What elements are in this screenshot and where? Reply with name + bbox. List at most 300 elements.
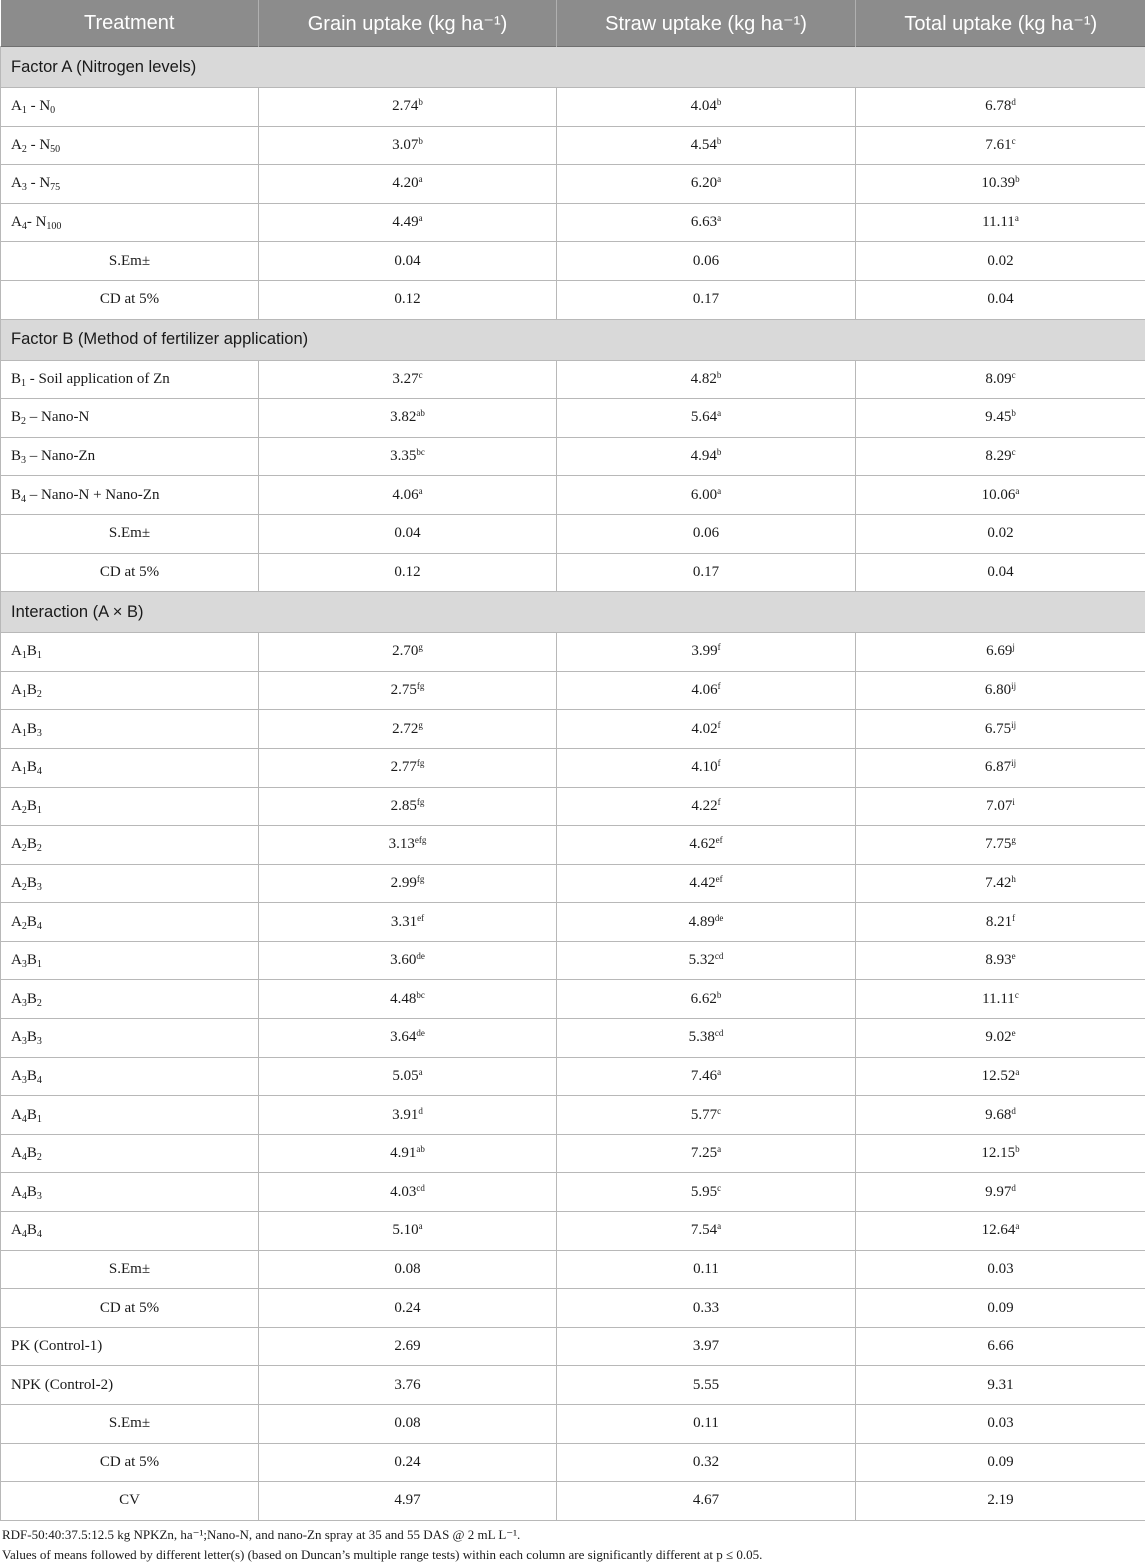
total-uptake-cell [856, 1327, 1145, 1366]
significance-letter: d [1011, 1182, 1016, 1193]
significance-letter: ij [1011, 719, 1017, 730]
straw-uptake-cell [557, 399, 856, 438]
section-row [1, 319, 1145, 360]
straw-uptake-cell [557, 1327, 856, 1366]
label-subscript: 4 [21, 221, 27, 233]
cell-value: 3.13 [388, 836, 415, 853]
cell-value: 10.06 [981, 486, 1016, 503]
significance-letter: f [717, 681, 721, 692]
significance-letter: a [717, 1144, 722, 1155]
significance-letter: a [1014, 213, 1019, 224]
label-mid: – Nano-Zn [26, 448, 96, 465]
significance-letter: f [717, 642, 721, 653]
stat-label: CD at 5% [1, 1443, 259, 1482]
label-mid: B [26, 1145, 37, 1162]
straw-uptake-cell [557, 1443, 856, 1482]
cell-value: 5.38 [688, 1029, 715, 1046]
label-subscript: 3 [21, 1074, 27, 1086]
table-row [1, 1405, 1145, 1444]
label-subscript: 3 [21, 182, 27, 194]
cell-value: 2.74 [392, 98, 419, 115]
cell-value: 0.08 [394, 1415, 421, 1432]
header-grain-uptake: Grain uptake (kg ha⁻¹) [259, 0, 557, 47]
label-mid: B [26, 836, 37, 853]
label-subscript: 0 [50, 105, 56, 117]
cell-value: 0.04 [394, 252, 421, 269]
total-uptake-cell [856, 1289, 1145, 1328]
straw-uptake-cell [557, 980, 856, 1019]
significance-letter: fg [416, 873, 425, 884]
footnote-duncan: Values of means followed by different letter(s) (based on Duncan’s multiple range tests) within each column are significantly different at p ≤ 0.05. [2, 1546, 763, 1562]
treatment-label [1, 399, 259, 438]
significance-letter: c [418, 369, 423, 380]
label-main: B [11, 448, 22, 465]
table-row [1, 126, 1145, 165]
label-subscript: 3 [21, 959, 27, 971]
cell-value: 4.94 [690, 448, 717, 465]
total-uptake-cell [856, 553, 1145, 592]
total-uptake-cell [856, 826, 1145, 865]
significance-letter: f [717, 796, 721, 807]
significance-letter: de [714, 912, 724, 923]
total-uptake-cell [856, 88, 1145, 127]
label-main: A [11, 759, 22, 776]
straw-uptake-cell [557, 671, 856, 710]
total-uptake-cell [856, 360, 1145, 399]
significance-letter: bc [416, 989, 425, 1000]
treatment-label [1, 864, 259, 903]
treatment-label [1, 476, 259, 515]
cell-value: 8.29 [985, 448, 1012, 465]
total-uptake-cell [856, 1250, 1145, 1289]
straw-uptake-cell [557, 787, 856, 826]
table-row [1, 360, 1145, 399]
table-row [1, 748, 1145, 787]
stat-label: S.Em± [1, 242, 259, 281]
cell-value: 3.91 [392, 1106, 419, 1123]
grain-uptake-cell [259, 437, 557, 476]
total-uptake-cell [856, 399, 1145, 438]
table-row [1, 1057, 1145, 1096]
label-subscript: 1 [21, 377, 27, 389]
straw-uptake-cell [557, 553, 856, 592]
significance-letter: f [717, 719, 721, 730]
grain-uptake-cell [259, 126, 557, 165]
header-total-uptake: Total uptake (kg ha⁻¹) [856, 0, 1145, 47]
total-uptake-cell [856, 980, 1145, 1019]
table-row [1, 1134, 1145, 1173]
grain-uptake-cell [259, 88, 557, 127]
label-subscript: 1 [36, 959, 42, 971]
significance-letter: a [418, 1221, 423, 1232]
table-row [1, 1212, 1145, 1251]
straw-uptake-cell [557, 1057, 856, 1096]
treatment-label [1, 1366, 259, 1405]
table-row [1, 1096, 1145, 1135]
total-uptake-cell [856, 1482, 1145, 1521]
cell-value: 2.99 [390, 874, 417, 891]
straw-uptake-cell [557, 242, 856, 281]
total-uptake-cell [856, 1057, 1145, 1096]
cell-value: 6.69 [986, 643, 1013, 660]
straw-uptake-cell [557, 280, 856, 319]
label-main: A [11, 682, 22, 699]
straw-uptake-cell [557, 941, 856, 980]
label-main: NPK (Control-2) [11, 1376, 114, 1393]
grain-uptake-cell [259, 1096, 557, 1135]
grain-uptake-cell [259, 748, 557, 787]
total-uptake-cell [856, 1366, 1145, 1405]
significance-letter: bc [416, 447, 425, 458]
cell-value: 2.77 [390, 759, 417, 776]
grain-uptake-cell [259, 787, 557, 826]
cell-value: 7.46 [690, 1067, 718, 1084]
straw-uptake-cell [557, 903, 856, 942]
cell-value: 6.75 [984, 720, 1012, 737]
label-main: A [11, 990, 22, 1007]
label-subscript: 2 [36, 1152, 42, 1164]
table-row [1, 980, 1145, 1019]
table-row [1, 1327, 1145, 1366]
treatment-label [1, 980, 259, 1019]
significance-letter: b [1015, 174, 1020, 185]
significance-letter: ab [416, 408, 425, 419]
straw-uptake-cell [557, 748, 856, 787]
label-main: B [11, 370, 22, 387]
cell-value: 0.17 [692, 291, 720, 308]
straw-uptake-cell [557, 864, 856, 903]
total-uptake-cell [856, 126, 1145, 165]
treatment-label [1, 1096, 259, 1135]
cell-value: 4.04 [690, 98, 717, 115]
label-mid: B [26, 1106, 37, 1123]
straw-uptake-cell [557, 710, 856, 749]
significance-letter: efg [414, 835, 427, 846]
grain-uptake-cell [259, 476, 557, 515]
significance-letter: fg [416, 681, 425, 692]
grain-uptake-cell [259, 1250, 557, 1289]
grain-uptake-cell [259, 399, 557, 438]
cell-value: 4.49 [392, 214, 419, 231]
straw-uptake-cell [557, 1405, 856, 1444]
label-subscript: 3 [36, 1036, 42, 1048]
total-uptake-cell [856, 748, 1145, 787]
label-subscript: 1 [36, 1113, 42, 1125]
cell-value: 0.06 [692, 252, 720, 269]
cell-value: 6.87 [984, 759, 1012, 776]
section-row [1, 47, 1145, 88]
label-subscript: 2 [36, 997, 42, 1009]
significance-letter: b [1011, 408, 1016, 419]
cell-value: 3.35 [390, 448, 417, 465]
label-subscript: 2 [21, 804, 27, 816]
grain-uptake-cell [259, 1057, 557, 1096]
grain-uptake-cell [259, 903, 557, 942]
grain-uptake-cell [259, 280, 557, 319]
significance-letter: b [418, 97, 423, 108]
treatment-label [1, 1019, 259, 1058]
cell-value: 0.33 [692, 1299, 720, 1316]
significance-letter: b [716, 447, 722, 458]
cell-value: 9.45 [985, 409, 1012, 426]
significance-letter: e [1011, 951, 1016, 962]
significance-letter: d [1011, 97, 1016, 108]
treatment-label [1, 165, 259, 204]
label-subscript: 2 [21, 881, 27, 893]
section-title: Factor A (Nitrogen levels) [1, 47, 1145, 88]
cell-value: 4.48 [390, 990, 417, 1007]
label-subscript: 3 [36, 881, 42, 893]
cell-value: 4.91 [390, 1145, 417, 1162]
cell-value: 0.02 [987, 525, 1014, 542]
cell-value: 4.97 [394, 1492, 421, 1509]
label-main: A [11, 1183, 22, 1200]
total-uptake-cell [856, 1096, 1145, 1135]
straw-uptake-cell [557, 165, 856, 204]
label-main: B [11, 486, 22, 503]
grain-uptake-cell [259, 1405, 557, 1444]
table-row [1, 553, 1145, 592]
section-title: Interaction (A × B) [1, 592, 1145, 633]
grain-uptake-cell [259, 633, 557, 672]
header-treatment: Treatment [1, 0, 259, 47]
significance-letter: d [418, 1105, 423, 1116]
label-main: A [11, 1106, 22, 1123]
cell-value: 12.64 [981, 1222, 1016, 1239]
table-row [1, 633, 1145, 672]
cell-value: 8.21 [985, 913, 1013, 930]
cell-value: 5.32 [688, 952, 715, 969]
total-uptake-cell [856, 710, 1145, 749]
cell-value: 7.42 [985, 874, 1012, 891]
cell-value: 6.00 [690, 486, 718, 503]
label-subscript: 4 [36, 766, 42, 778]
table-footnotes [0, 1521, 1145, 1565]
label-main: A [11, 1222, 22, 1239]
cell-value: 6.62 [690, 990, 717, 1007]
cell-value: 9.97 [985, 1183, 1012, 1200]
grain-uptake-cell [259, 1134, 557, 1173]
cell-value: 0.04 [394, 525, 421, 542]
label-mid: – Nano-N + Nano-Zn [26, 486, 160, 503]
straw-uptake-cell [557, 514, 856, 553]
cell-value: 4.54 [690, 136, 717, 153]
label-main: A [11, 1029, 22, 1046]
significance-letter: g [418, 719, 423, 730]
table-row [1, 1250, 1145, 1289]
cell-value: 4.62 [689, 836, 716, 853]
cell-value: 0.03 [987, 1260, 1014, 1277]
total-uptake-cell [856, 864, 1145, 903]
significance-letter: a [1015, 1221, 1020, 1232]
treatment-label [1, 203, 259, 242]
label-subscript: 1 [21, 766, 27, 778]
treatment-label [1, 1173, 259, 1212]
label-main: A [11, 952, 22, 969]
significance-letter: cd [714, 1028, 724, 1039]
significance-letter: g [418, 642, 423, 653]
significance-letter: ij [1011, 681, 1017, 692]
cell-value: 4.10 [691, 759, 718, 776]
grain-uptake-cell [259, 980, 557, 1019]
cell-value: 4.89 [688, 913, 715, 930]
cell-value: 0.12 [394, 291, 421, 308]
label-mid: B [26, 797, 37, 814]
label-subscript: 2 [21, 143, 27, 155]
treatment-label [1, 748, 259, 787]
cell-value: 6.80 [984, 682, 1012, 699]
significance-letter: ab [416, 1144, 425, 1155]
straw-uptake-cell [557, 1366, 856, 1405]
straw-uptake-cell [557, 1134, 856, 1173]
label-subscript: 1 [36, 650, 42, 662]
cell-value: 0.09 [987, 1299, 1014, 1316]
label-mid: - Soil application of Zn [26, 370, 170, 387]
cell-value: 9.68 [985, 1106, 1012, 1123]
straw-uptake-cell [557, 476, 856, 515]
significance-letter: fg [416, 758, 425, 769]
cell-value: 12.52 [981, 1067, 1016, 1084]
section-row [1, 592, 1145, 633]
label-subscript: 2 [21, 920, 27, 932]
table-row [1, 242, 1145, 281]
cell-value: 7.25 [690, 1145, 718, 1162]
significance-letter: f [1012, 912, 1016, 923]
cell-value: 0.17 [692, 563, 720, 580]
cell-value: 2.70 [392, 643, 419, 660]
significance-letter: a [717, 1066, 722, 1077]
label-main: A [11, 913, 22, 930]
cell-value: 9.31 [987, 1376, 1014, 1393]
grain-uptake-cell [259, 1173, 557, 1212]
total-uptake-cell [856, 1212, 1145, 1251]
table-row [1, 1443, 1145, 1482]
cell-value: 2.19 [987, 1492, 1014, 1509]
label-mid: - N [26, 175, 51, 192]
stat-label: S.Em± [1, 1405, 259, 1444]
significance-letter: ef [417, 912, 425, 923]
total-uptake-cell [856, 1443, 1145, 1482]
cell-value: 11.11 [982, 990, 1015, 1007]
label-mid: B [26, 913, 37, 930]
stat-label: CD at 5% [1, 1289, 259, 1328]
stat-label: CD at 5% [1, 553, 259, 592]
table-row [1, 514, 1145, 553]
grain-uptake-cell [259, 1327, 557, 1366]
label-mid: – Nano-N [26, 409, 90, 426]
label-mid: B [26, 720, 37, 737]
straw-uptake-cell [557, 1289, 856, 1328]
cell-value: 0.11 [693, 1260, 719, 1277]
treatment-label [1, 633, 259, 672]
treatment-label [1, 826, 259, 865]
total-uptake-cell [856, 1019, 1145, 1058]
cell-value: 5.95 [690, 1183, 718, 1200]
treatment-label [1, 1327, 259, 1366]
label-subscript: 50 [50, 143, 61, 155]
cell-value: 7.07 [986, 797, 1013, 814]
label-subscript: 75 [50, 182, 61, 194]
table-row [1, 1366, 1145, 1405]
total-uptake-cell [856, 437, 1145, 476]
header-straw-uptake: Straw uptake (kg ha⁻¹) [557, 0, 856, 47]
cell-value: 4.03 [390, 1183, 417, 1200]
cell-value: 12.15 [981, 1145, 1016, 1162]
label-subscript: 3 [21, 1036, 27, 1048]
straw-uptake-cell [557, 1173, 856, 1212]
cell-value: 0.09 [987, 1453, 1014, 1470]
total-uptake-cell [856, 903, 1145, 942]
label-subscript: 1 [21, 727, 27, 739]
cell-value: 4.20 [392, 175, 419, 192]
grain-uptake-cell [259, 671, 557, 710]
treatment-label [1, 1212, 259, 1251]
total-uptake-cell [856, 671, 1145, 710]
significance-letter: c [717, 1105, 722, 1116]
label-subscript: 4 [36, 1229, 42, 1241]
grain-uptake-cell [259, 941, 557, 980]
label-subscript: 4 [36, 920, 42, 932]
cell-value: 0.04 [987, 563, 1014, 580]
treatment-label [1, 1057, 259, 1096]
grain-uptake-cell [259, 360, 557, 399]
significance-letter: f [717, 758, 721, 769]
label-subscript: 3 [36, 1190, 42, 1202]
label-subscript: 4 [21, 1113, 27, 1125]
label-main: B [11, 409, 22, 426]
label-main: PK (Control-1) [11, 1338, 103, 1355]
significance-letter: a [1015, 485, 1020, 496]
cell-value: 3.82 [390, 409, 417, 426]
grain-uptake-cell [259, 1212, 557, 1251]
cell-value: 5.55 [692, 1376, 720, 1393]
significance-letter: b [716, 989, 722, 1000]
cell-value: 0.11 [693, 1415, 719, 1432]
significance-letter: c [1014, 989, 1019, 1000]
cell-value: 6.20 [690, 175, 718, 192]
significance-letter: a [418, 213, 423, 224]
label-main: A [11, 136, 22, 153]
cell-value: 6.63 [690, 214, 718, 231]
cell-value: 4.06 [392, 486, 419, 503]
significance-letter: a [418, 1066, 423, 1077]
grain-uptake-cell [259, 1366, 557, 1405]
label-mid: - N [26, 98, 51, 115]
significance-letter: a [717, 213, 722, 224]
significance-letter: a [717, 174, 722, 185]
label-mid: B [26, 643, 37, 660]
label-mid: B [26, 682, 37, 699]
label-mid: - N [26, 136, 51, 153]
table-row [1, 88, 1145, 127]
label-subscript: 2 [36, 689, 42, 701]
cell-value: 7.61 [985, 136, 1012, 153]
cell-value: 3.97 [692, 1338, 720, 1355]
cell-value: 4.67 [692, 1492, 720, 1509]
table-row [1, 710, 1145, 749]
cell-value: 9.02 [985, 1029, 1012, 1046]
label-subscript: 100 [46, 221, 62, 233]
table-row [1, 671, 1145, 710]
significance-letter: b [418, 135, 423, 146]
label-subscript: 4 [36, 1074, 42, 1086]
cell-value: 0.24 [394, 1453, 421, 1470]
cell-value: 8.09 [985, 370, 1012, 387]
label-subscript: 1 [21, 650, 27, 662]
label-subscript: 4 [21, 493, 27, 505]
section-title: Factor B (Method of fertilizer application) [1, 319, 1145, 360]
label-subscript: 1 [36, 804, 42, 816]
